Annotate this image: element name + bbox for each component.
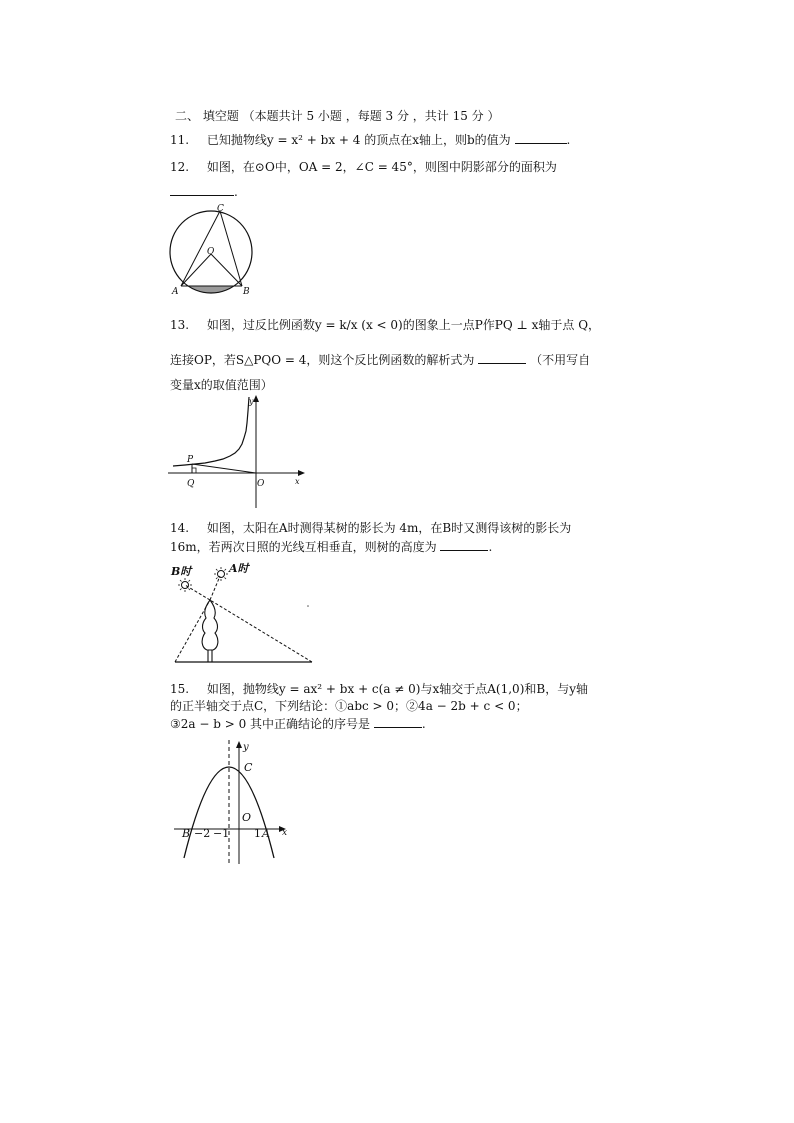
label-a: A	[262, 827, 270, 840]
question-text: 连接OP，若S△PQO = 4，则这个反比例函数的解析式为	[170, 353, 475, 367]
question-text: 如图，在⊙O中，OA = 2，∠C = 45°，则图中阴影部分的面积为	[206, 160, 557, 174]
y-axis-arrow	[253, 395, 259, 402]
question-end: .	[566, 133, 571, 147]
question-number: 13.	[170, 318, 190, 332]
label-o: O	[242, 811, 252, 824]
label-b-time: B时	[171, 565, 192, 578]
question-number: 12.	[170, 160, 190, 174]
question-number: 11.	[170, 133, 190, 147]
answer-blank	[440, 538, 488, 551]
label-y: y	[243, 742, 249, 753]
question-number: 14.	[170, 521, 190, 535]
label-b: B	[243, 287, 250, 297]
answer-blank	[374, 715, 422, 728]
tick-minus-1: −1	[213, 827, 230, 840]
sun-a-icon	[214, 567, 228, 581]
tick-1: 1	[254, 827, 261, 840]
circle-figure	[165, 200, 265, 300]
radius-oa	[181, 254, 211, 286]
question-end: .	[488, 540, 493, 554]
answer-blank	[478, 351, 526, 364]
question-11	[170, 131, 570, 148]
answer-blank	[515, 131, 567, 144]
x-axis-arrow	[298, 470, 305, 476]
question-15-line-2: 的正半轴交于点C，下列结论：①abc > 0；②4a − 2b + c < 0；	[170, 699, 528, 713]
question-14-line-2	[170, 538, 492, 555]
label-c: C	[217, 204, 224, 214]
question-13-line-2	[170, 351, 590, 368]
label-p: P	[187, 455, 194, 465]
ray-b-extension	[185, 585, 210, 600]
question-text: 如图，太阳在A时测得某树的影长为 4m，在B时又测得该树的影长为	[206, 521, 572, 535]
label-x: x	[295, 477, 300, 486]
question-15-line-1	[170, 681, 588, 697]
question-text: （不用写自	[530, 353, 591, 367]
hyperbola-figure	[165, 393, 310, 510]
label-o: O	[257, 479, 265, 489]
right-angle-mark	[192, 468, 196, 473]
question-13-line-3: 变量x的取值范围）	[170, 378, 273, 392]
question-end: .	[234, 185, 238, 199]
ray-a-extension	[210, 576, 220, 600]
hyperbola-curve	[173, 397, 249, 466]
answer-blank	[170, 183, 234, 196]
section-header: 二、 填空题 （本题共计 5 小题 ，每题 3 分 ，共计 15 分 ）	[175, 109, 500, 123]
question-end: .	[421, 717, 426, 731]
tree-shadow-figure	[165, 558, 320, 670]
label-a: A	[172, 287, 179, 297]
y-axis-arrow	[236, 741, 242, 748]
label-b: B	[182, 827, 191, 840]
tree-crown	[202, 600, 218, 650]
question-text: 如图，抛物线y = ax² + bx + c(a ≠ 0)与x轴交于点A(1,0)和B，与y轴	[206, 682, 588, 696]
question-13-line-1	[170, 317, 600, 333]
parabola-figure	[170, 736, 295, 866]
label-o: O	[207, 247, 215, 257]
question-number: 15.	[170, 682, 190, 696]
speck	[307, 605, 309, 607]
label-q: Q	[187, 479, 195, 489]
label-a-time: A时	[229, 562, 249, 575]
segment-op	[192, 464, 256, 473]
question-12	[170, 159, 557, 175]
label-y: y	[249, 397, 254, 406]
ray-a	[210, 600, 312, 662]
question-14-line-1	[170, 520, 571, 536]
question-text: 如图，过反比例函数y = k/x (x < 0)的图象上一点P作PQ ⊥ x轴于点 Q，	[206, 318, 601, 332]
question-text: 已知抛物线y = x² + bx + 4 的顶点在x轴上，则b的值为	[206, 133, 511, 147]
label-c: C	[244, 761, 253, 774]
question-text: 16m，若两次日照的光线互相垂直，则树的高度为	[170, 540, 437, 554]
question-12-answer-line	[170, 183, 238, 200]
label-x: x	[282, 828, 288, 838]
tick-minus-2: −2	[194, 827, 211, 840]
question-15-line-3	[170, 715, 426, 732]
question-text: ③2a − b > 0 其中正确结论的序号是	[170, 717, 371, 731]
